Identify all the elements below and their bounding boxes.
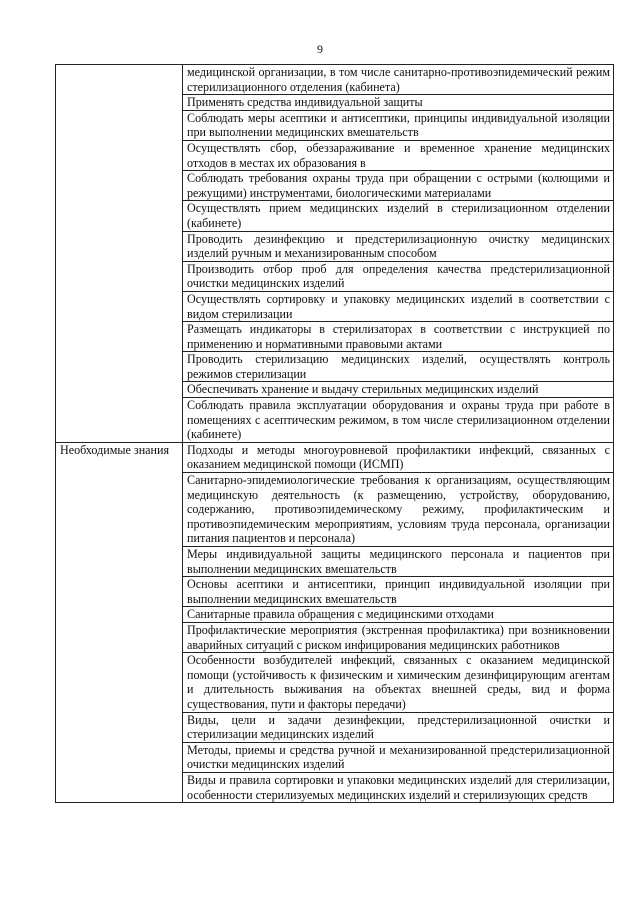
table-cell: Виды, цели и задачи дезинфекции, предстерилизационной очистки и стерилизации медицинских изделий bbox=[183, 712, 614, 742]
table-cell: медицинской организации, в том числе санитарно-противоэпидемический режим стерилизационного отделения (кабинета) bbox=[183, 65, 614, 95]
table-cell: Обеспечивать хранение и выдачу стерильных медицинских изделий bbox=[183, 382, 614, 398]
table-cell: Осуществлять прием медицинских изделий в стерилизационном отделении (кабинете) bbox=[183, 201, 614, 231]
table-cell: Производить отбор проб для определения качества предстерилизационной очистки медицинских изделий bbox=[183, 261, 614, 291]
table-cell: Проводить дезинфекцию и предстерилизационную очистку медицинских изделий ручным и механизированным способом bbox=[183, 231, 614, 261]
table-cell: Соблюдать правила эксплуатации оборудования и охраны труда при работе в помещениях с асептическим режимом, в том числе стерилизационном отделении (кабинете) bbox=[183, 398, 614, 443]
table-cell: Применять средства индивидуальной защиты bbox=[183, 95, 614, 111]
section-label-skills bbox=[56, 65, 183, 443]
table-cell: Проводить стерилизацию медицинских изделий, осуществлять контроль режимов стерилизации bbox=[183, 352, 614, 382]
table-cell: Основы асептики и антисептики, принцип индивидуальной изоляции при выполнении медицинских вмешательств bbox=[183, 577, 614, 607]
table-cell: Санитарные правила обращения с медицинскими отходами bbox=[183, 607, 614, 623]
table-row bbox=[56, 442, 614, 472]
table-cell: Осуществлять сортировку и упаковку медицинских изделий в соответствии с видом стерилизации bbox=[183, 291, 614, 321]
table-cell: Размещать индикаторы в стерилизаторах в соответствии с инструкцией по применению и нормативными правовыми актами bbox=[183, 322, 614, 352]
section-label-knowledge: Необходимые знания bbox=[56, 442, 183, 802]
table-cell: Виды и правила сортировки и упаковки медицинских изделий для стерилизации, особенности стерилизуемых медицинских изделий и стерилизующих средств bbox=[183, 772, 614, 802]
table-cell: Санитарно-эпидемиологические требования к организациям, осуществляющим медицинскую деятельность (к размещению, устройству, оборудованию, содержанию, противоэпидемическому режиму, профилактическим и противоэпидемическим мероприятиям, условиям труда персонала, организации питания пациентов и персонала) bbox=[183, 473, 614, 547]
table-cell: Подходы и методы многоуровневой профилактики инфекций, связанных с оказанием медицинской помощи (ИСМП) bbox=[183, 442, 614, 472]
table-cell: Соблюдать меры асептики и антисептики, принципы индивидуальной изоляции при выполнении медицинских вмешательств bbox=[183, 110, 614, 140]
table-cell: Профилактические мероприятия (экстренная профилактика) при возникновении аварийных ситуаций с риском инфицирования медицинских работников bbox=[183, 622, 614, 652]
page-number: 9 bbox=[317, 42, 323, 56]
table-cell: Особенности возбудителей инфекций, связанных с оказанием медицинской помощи (устойчивость к физическим и химическим дезинфицирующим агентам и длительность выживания на объектах внешней среды, вид и форма существования, пути и факторы передачи) bbox=[183, 653, 614, 712]
table-cell: Соблюдать требования охраны труда при обращении с острыми (колющими и режущими) инструментами, биологическими материалами bbox=[183, 171, 614, 201]
table-cell: Осуществлять сбор, обеззараживание и временное хранение медицинских отходов в местах их образования в bbox=[183, 140, 614, 170]
table-cell: Меры индивидуальной защиты медицинского персонала и пациентов при выполнении медицинских вмешательств bbox=[183, 547, 614, 577]
table-row bbox=[56, 65, 614, 95]
competency-table bbox=[55, 64, 614, 803]
table-cell: Методы, приемы и средства ручной и механизированной предстерилизационной очистки медицинских изделий bbox=[183, 742, 614, 772]
